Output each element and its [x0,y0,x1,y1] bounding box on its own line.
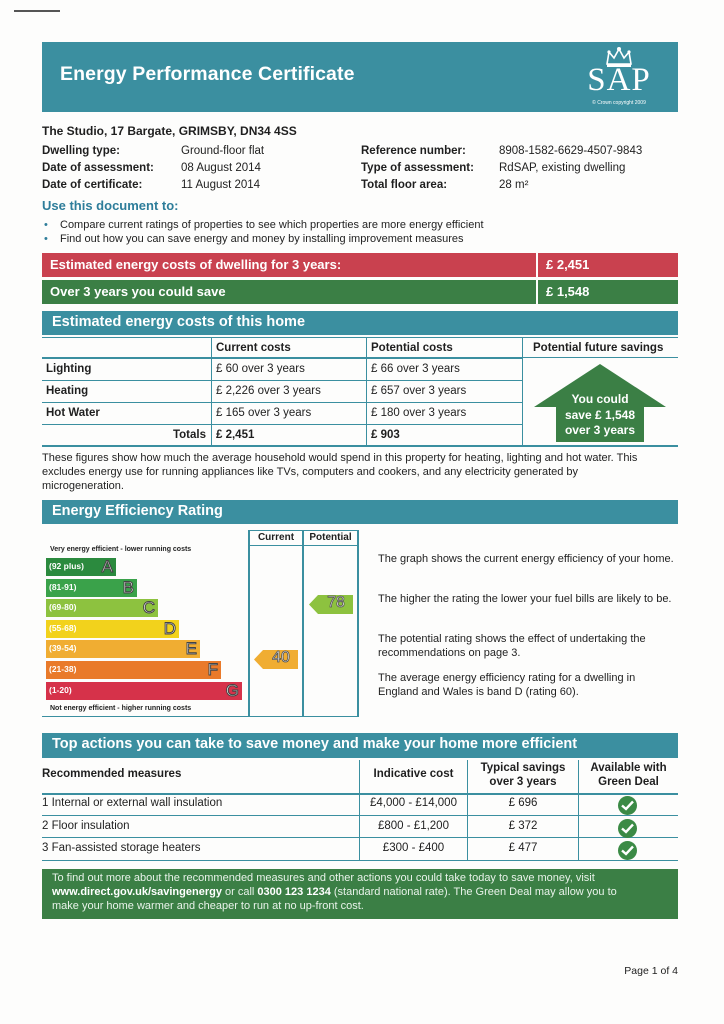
heating-current: £ 2,226 over 3 years [216,385,321,397]
savings-line-2: save £ 1,548 [564,407,636,422]
floor-area-value: 28 m² [499,179,529,191]
hotwater-potential: £ 180 over 3 years [371,407,467,419]
sap-logo-text: SAP [587,62,651,98]
col-potential: Potential [309,532,352,543]
more-info-box [42,869,678,919]
savings-line-3: over 3 years [564,423,636,437]
row-heating-label: Heating [46,385,89,397]
measure-1-savings: £ 696 [508,797,538,809]
crown-copyright: © Crown copyright 2009 [592,100,646,106]
measure-3-savings: £ 477 [508,842,538,854]
col-current-costs: Current costs [216,342,291,354]
property-address: The Studio, 17 Bargate, GRIMSBY, DN34 4SS [42,124,297,138]
efficiency-paragraph: The higher the rating the lower your fuel bills are likely to be. [378,593,672,605]
assessment-type-label: Type of assessment: [361,162,474,174]
measure-1: 1 Internal or external wall insulation [42,797,223,809]
col-green-deal: Available with Green Deal [590,762,667,788]
measure-1-cost: £4,000 - £14,000 [370,797,457,809]
col-potential-costs: Potential costs [371,342,453,354]
efficiency-paragraph: The graph shows the current energy efficiency of your home. [378,553,674,565]
totals-label: Totals [172,429,206,441]
estimated-costs-label: Estimated energy costs of dwelling for 3 years: [50,257,342,272]
bullet-text: Compare current ratings of properties to see which properties are more energy efficient [60,219,484,231]
measure-2: 2 Floor insulation [42,820,130,832]
info-line-3: make your home warmer and cheaper to run at no up-front cost. [52,900,364,912]
band-range: (1-20) [49,684,72,695]
floor-area-label: Total floor area: [361,179,448,191]
col-indicative-cost: Indicative cost [373,768,454,780]
heating-potential: £ 657 over 3 years [371,385,467,397]
costs-section-heading: Estimated energy costs of this home [42,311,678,335]
col-typical-savings: Typical savings over 3 years [480,762,566,788]
efficiency-section-heading: Energy Efficiency Rating [42,500,678,524]
potential-rating-value: 78 [327,594,345,611]
estimated-costs-value: £ 2,451 [546,257,590,272]
measure-2-savings: £ 372 [508,820,538,832]
band-letter: D [163,618,176,638]
savings-value: £ 1,548 [546,284,590,299]
efficient-note: Very energy efficient - lower running costs [50,546,192,553]
inefficient-note: Not energy efficient - higher running costs [50,705,192,712]
use-document-heading: Use this document to: [42,198,179,213]
page-title: Energy Performance Certificate [60,63,355,85]
band-range: (92 plus) [49,561,84,571]
col-recommended-measures: Recommended measures [42,768,182,780]
savingenergy-link[interactable]: www.direct.gov.uk/savingenergy [52,886,222,898]
check-icon [618,841,637,860]
page-number: Page 1 of 4 [624,965,678,977]
measure-2-cost: £800 - £1,200 [378,820,449,832]
lighting-potential: £ 66 over 3 years [371,363,460,375]
costs-explanation: These figures show how much the average household would spend in this property for heating, lighting and hot water. This excludes energy use for running appliances like TVs, computers and cookers, and any electricity generated by microgeneration. [42,452,638,492]
band-letter: F [207,660,218,679]
band-letter: B [122,577,134,597]
band-range: (21-38) [49,664,77,674]
savings-label: Over 3 years you could save [50,284,226,299]
hotwater-current: £ 165 over 3 years [216,407,312,419]
dwelling-type-label: Dwelling type: [42,145,120,157]
info-line-2: www.direct.gov.uk/savingenergy or call 0300 123 1234 (standard national rate). The Green Deal may allow you to [52,886,617,898]
band-letter: E [185,639,197,659]
assessment-date-label: Date of assessment: [42,162,154,174]
list-item: • Compare current ratings of properties to see which properties are more energy efficient [44,219,484,231]
band-range: (55-68) [49,622,77,633]
dwelling-type-value: Ground-floor flat [181,145,265,157]
efficiency-paragraph: The average energy efficiency rating for a dwelling in England and Wales is band D (rating 60). [378,672,636,698]
list-item: • Find out how you can save energy and money by installing improvement measures [44,233,464,245]
band-range: (81-91) [49,581,77,592]
band-range: (39-54) [49,643,77,654]
col-future-savings: Potential future savings [533,342,664,354]
reference-value: 8908-1582-6629-4507-9843 [499,145,643,157]
total-potential: £ 903 [371,429,400,441]
certificate-date-label: Date of certificate: [42,179,143,191]
certificate-date-value: 11 August 2014 [181,179,261,191]
band-letter: C [142,598,155,618]
measure-3: 3 Fan-assisted storage heaters [42,842,201,854]
assessment-type-value: RdSAP, existing dwelling [499,162,626,174]
check-icon [618,796,637,815]
info-line-1: To find out more about the recommended measures and other actions you could take today to save money, visit [52,872,595,884]
total-current: £ 2,451 [216,429,255,441]
row-lighting-label: Lighting [46,363,92,375]
check-icon [618,819,637,838]
savings-line-1: You could [571,392,629,406]
assessment-date-value: 08 August 2014 [181,162,261,174]
bullet-text: Find out how you can save energy and money by installing improvement measures [60,233,464,245]
band-letter: A [101,557,113,576]
reference-label: Reference number: [361,145,466,157]
phone-number: 0300 123 1234 [257,886,331,898]
actions-section-heading: Top actions you can take to save money and make your home more efficient [42,733,678,758]
measure-3-cost: £300 - £400 [382,842,445,854]
lighting-current: £ 60 over 3 years [216,363,305,375]
band-range: (69-80) [49,602,77,613]
efficiency-paragraph: The potential rating shows the effect of undertaking the recommendations on page 3. [378,633,646,659]
row-hotwater-label: Hot Water [46,407,100,419]
col-current: Current [257,532,295,543]
current-rating-value: 40 [272,649,290,666]
band-letter: G [225,680,239,700]
